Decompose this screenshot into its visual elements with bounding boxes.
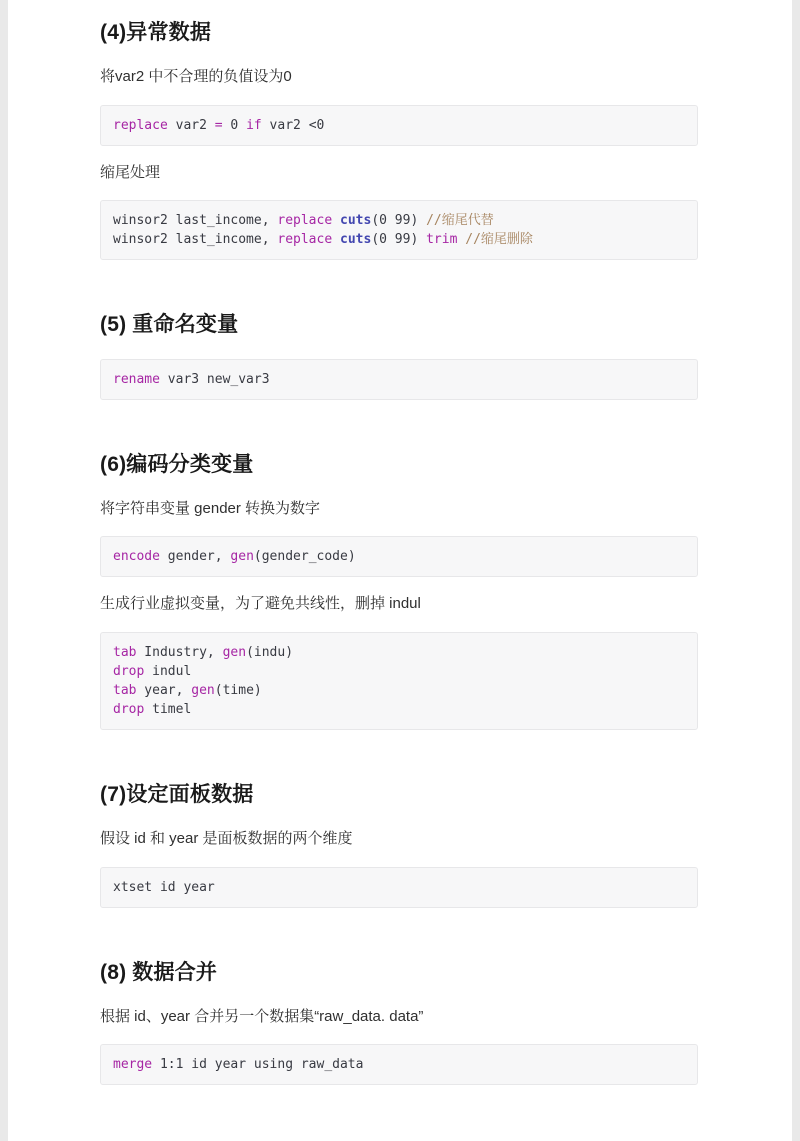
paragraph: 生成行业虚拟变量，为了避免共线性，删掉 indul <box>100 595 421 613</box>
code-token-kw: if <box>246 117 262 133</box>
code-token-kw: tab <box>113 682 137 698</box>
code-token-pl: gender, <box>159 549 231 565</box>
code-block <box>100 105 698 146</box>
code-token-pl: (time) <box>214 682 262 698</box>
code-token-kw: replace <box>113 117 168 133</box>
code-block <box>100 1044 698 1085</box>
code-line <box>113 1055 685 1074</box>
code-token-kw: drop <box>113 663 145 679</box>
document-content <box>100 20 698 1085</box>
code-line <box>113 700 685 719</box>
section-heading: (8) 数据合并 <box>100 960 218 984</box>
code-token-kw: merge <box>113 1057 153 1073</box>
code-line <box>113 370 685 389</box>
code-block <box>100 867 698 908</box>
code-token-kw: gen <box>191 682 215 698</box>
code-token-pl: winsor2 last_income, <box>113 232 278 248</box>
section-heading: (5) 重命名变量 <box>100 313 239 337</box>
code-token-pl: timel <box>144 701 192 717</box>
paragraph: 将字符串变量 gender 转换为数字 <box>100 499 321 517</box>
code-token-pl: (0 99) <box>371 213 427 229</box>
code-token-pl: 1:1 id year using raw_data <box>152 1057 364 1073</box>
code-block <box>100 200 698 260</box>
code-token-pl: (0 99) <box>371 232 427 248</box>
code-token-kw: replace <box>277 213 333 229</box>
code-token-pl <box>332 232 340 247</box>
code-token-pl: (indu) <box>246 644 294 660</box>
code-token-kw: drop <box>113 701 145 717</box>
code-token-pl <box>332 213 340 228</box>
code-token-pl: 0 <box>222 117 247 133</box>
code-line <box>113 547 685 566</box>
paragraph: 根据 id、year 合并另一个数据集“raw_data. data” <box>100 1007 424 1025</box>
code-token-kw: gen <box>222 644 247 660</box>
code-token-pl: (gender_code) <box>253 549 356 565</box>
code-token-cm: //缩尾删除 <box>465 232 533 248</box>
paragraph: 缩尾处理 <box>100 163 161 181</box>
code-token-pl: xtset id year <box>113 879 215 895</box>
code-token-pl: var2 <0 <box>261 117 325 133</box>
code-token-kw: tab <box>113 644 137 660</box>
code-token-kw: trim <box>426 232 458 248</box>
code-token-kw: = <box>214 117 223 133</box>
code-token-kw: gen <box>230 549 254 565</box>
code-line <box>113 230 685 249</box>
code-line <box>113 681 685 700</box>
code-token-kw: replace <box>277 232 333 248</box>
code-token-cm: //缩尾代替 <box>426 213 494 229</box>
code-token-pl: var3 new_var3 <box>159 371 270 387</box>
paragraph: 假设 id 和 year 是面板数据的两个维度 <box>100 830 353 847</box>
code-token-pl: Industry, <box>136 644 223 660</box>
code-token-fn: cuts <box>340 232 372 248</box>
code-block <box>100 536 698 577</box>
code-block <box>100 359 698 400</box>
code-token-pl: winsor2 last_income, <box>113 213 278 229</box>
code-line <box>113 211 685 230</box>
code-line <box>113 116 685 135</box>
code-token-fn: cuts <box>340 213 372 229</box>
section-heading: (7)设定面板数据 <box>100 782 254 806</box>
section-heading: (6)编码分类变量 <box>100 452 254 476</box>
code-line <box>113 643 685 662</box>
code-token-pl: year, <box>136 682 192 698</box>
code-token-pl: indul <box>144 663 192 679</box>
paragraph: 将var2 中不合理的负值设为0 <box>100 68 292 86</box>
code-line <box>113 878 685 897</box>
code-token-kw: rename <box>113 371 160 387</box>
code-block <box>100 632 698 730</box>
section-heading: (4)异常数据 <box>100 21 212 44</box>
document-page <box>8 0 792 1141</box>
code-line <box>113 662 685 681</box>
code-token-kw: encode <box>113 549 160 565</box>
code-token-pl: var2 <box>167 117 215 133</box>
